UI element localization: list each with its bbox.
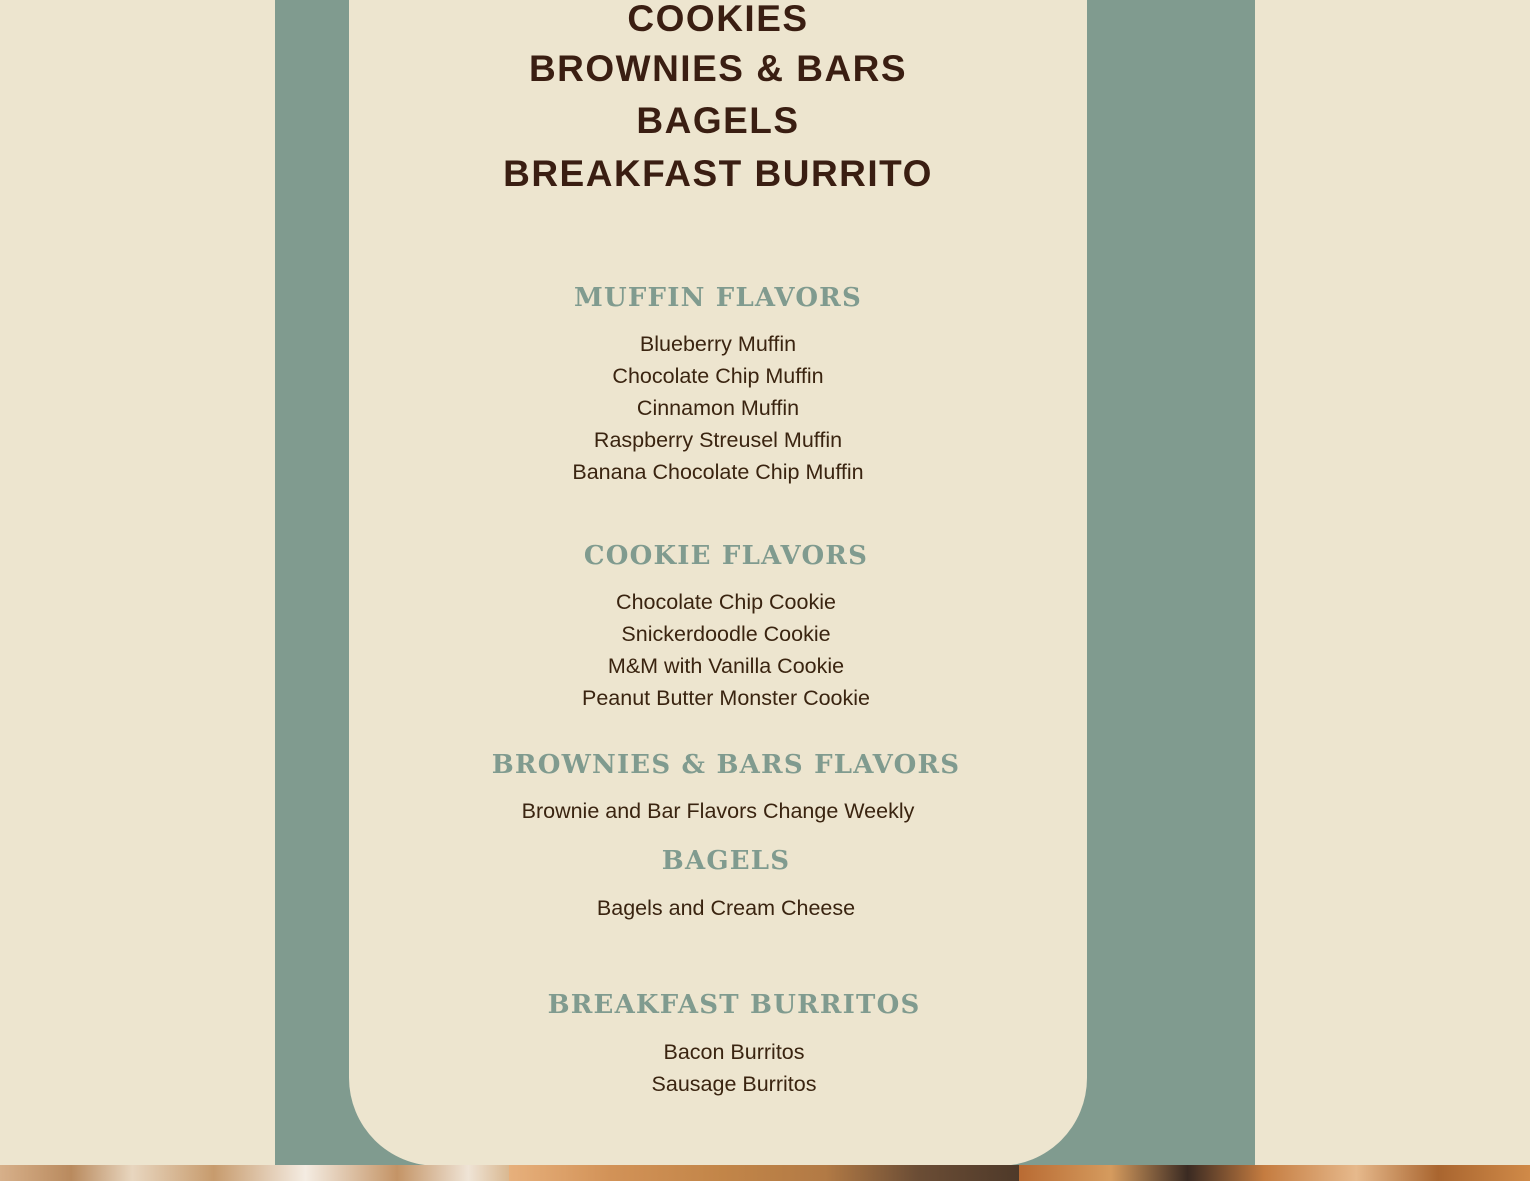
- list-item: Snickerdoodle Cookie: [621, 622, 831, 646]
- breakfast-burritos-list: [365, 1036, 1103, 1100]
- list-item: Bacon Burritos: [663, 1040, 805, 1064]
- muffin-flavors-heading: MUFFIN FLAVORS: [574, 283, 862, 313]
- menu-card: [349, 0, 1087, 1166]
- list-item: Chocolate Chip Muffin: [612, 364, 824, 388]
- gallery-photo: [509, 1165, 1019, 1181]
- gallery-photo: [1019, 1165, 1530, 1181]
- brownies-bars-flavors-list: [349, 795, 1087, 827]
- bagels-list: [357, 892, 1095, 924]
- list-item: Banana Chocolate Chip Muffin: [572, 460, 864, 484]
- muffin-flavors-list: [349, 328, 1087, 488]
- menu-category-bagels: BAGELS: [636, 100, 800, 141]
- list-item: M&M with Vanilla Cookie: [607, 654, 845, 678]
- menu-category-brownies-bars: BROWNIES & BARS: [528, 48, 908, 89]
- photo-gallery-strip: [0, 1165, 1530, 1181]
- menu-category-cookies: COOKIES: [627, 0, 809, 39]
- list-item: Bagels and Cream Cheese: [596, 896, 856, 920]
- list-item: Blueberry Muffin: [639, 332, 797, 356]
- list-item: Raspberry Streusel Muffin: [593, 428, 843, 452]
- breakfast-burritos-heading: BREAKFAST BURRITOS: [547, 990, 921, 1020]
- cookie-flavors-list: [357, 586, 1095, 714]
- list-item: Cinnamon Muffin: [636, 396, 800, 420]
- list-item: Sausage Burritos: [651, 1072, 817, 1096]
- gallery-photo: [0, 1165, 509, 1181]
- brownies-bars-flavors-heading: BROWNIES & BARS FLAVORS: [491, 750, 961, 780]
- list-item: Peanut Butter Monster Cookie: [581, 686, 870, 710]
- bagels-heading: BAGELS: [661, 846, 791, 876]
- list-item: Brownie and Bar Flavors Change Weekly: [521, 799, 915, 823]
- cookie-flavors-heading: COOKIE FLAVORS: [583, 541, 869, 571]
- list-item: Chocolate Chip Cookie: [616, 590, 836, 614]
- menu-category-breakfast-burrito: BREAKFAST BURRITO: [503, 153, 933, 194]
